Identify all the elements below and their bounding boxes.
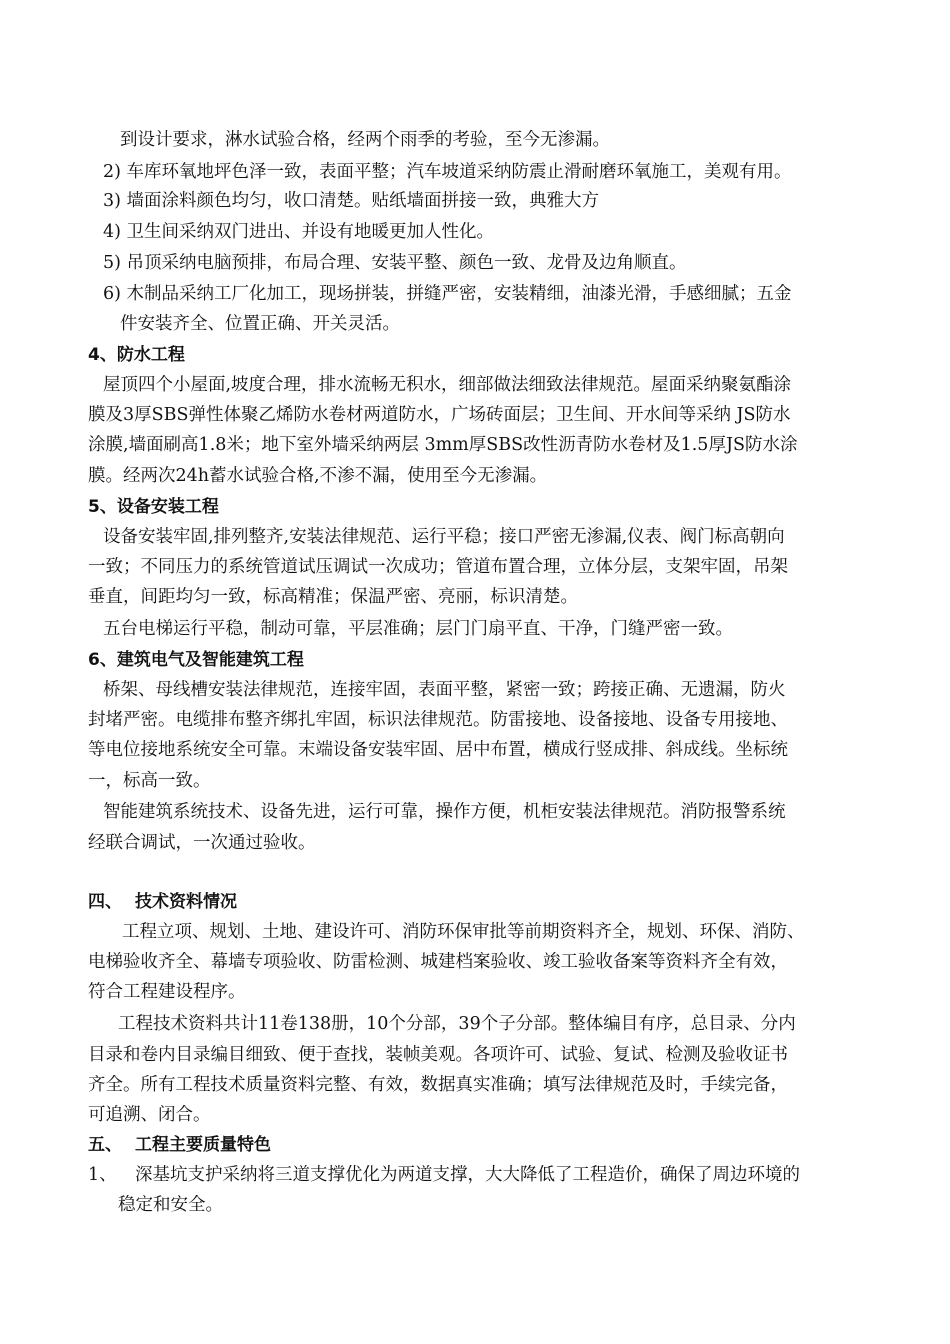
chapter-number: 五、 [88, 1135, 122, 1155]
paragraph-line: 齐全。所有工程技术质量资料完整、有效，数据真实准确；填写法律规范及时，手续完备， [88, 1075, 788, 1095]
paragraph-line: 可追溯、闭合。 [88, 1105, 211, 1125]
paragraph-line: 智能建筑系统技术、设备先进，运行可靠，操作方便，机柜安装法律规范。消防报警系统 [103, 802, 786, 822]
chapter-heading-quality-features: 工程主要质量特色 [135, 1135, 271, 1155]
section-heading-waterproofing: 4、防水工程 [88, 345, 185, 365]
list-item-3: 3) 墙面涂料颜色均匀，收口清楚。贴纸墙面拼接一致，典雅大方 [103, 191, 600, 211]
paragraph-line: 一致；不同压力的系统管道试压调试一次成功；管道布置合理，立体分层，支架牢固，吊架 [88, 557, 788, 577]
paragraph-line: 垂直，间距均匀一致，标高精准；保温严密、亮丽，标识清楚。 [88, 587, 578, 607]
list-item-1-cont: 稳定和安全。 [118, 1195, 223, 1215]
section-heading-equipment: 5、设备安装工程 [88, 497, 219, 517]
paragraph-line: 涂膜,墙面刷高1.8米；地下室外墙采纳两层 3mm厚SBS改性沥青防水卷材及1.5厚JS防水涂 [88, 435, 798, 455]
list-item-6: 6) 木制品采纳工厂化加工，现场拼装，拼缝严密，安装精细，油漆光滑，手感细腻；五金 [103, 284, 792, 304]
paragraph-line: 设备安装牢固,排列整齐,安装法律规范、运行平稳；接口严密无渗漏,仪表、阀门标高朝向 [103, 527, 785, 547]
paragraph-line: 五台电梯运行平稳，制动可靠，平层准确；层门门扇平直、干净，门缝严密一致。 [103, 619, 733, 639]
paragraph-line: 工程技术资料共计11卷138册，10个分部，39个子分部。整体编目有序，总目录、分内 [118, 1014, 796, 1034]
paragraph-line: 电梯验收齐全、幕墙专项验收、防雷检测、城建档案验收、竣工验收备案等资料齐全有效， [88, 952, 788, 972]
list-item-5: 5) 吊顶采纳电脑预排，布局合理、安装平整、颜色一致、龙骨及边角顺直。 [103, 253, 687, 273]
paragraph-line: 桥架、母线槽安装法律规范，连接牢固，表面平整，紧密一致；跨接正确、无遗漏，防火 [103, 680, 786, 700]
paragraph-line: 封堵严密。电缆排布整齐绑扎牢固，标识法律规范。防雷接地、设备接地、设备专用接地、 [88, 710, 788, 730]
paragraph-line: 目录和卷内目录编目细致、便于查找，装帧美观。各项许可、试验、复试、检测及验收证书 [88, 1045, 788, 1065]
paragraph-line: 经联合调试，一次通过验收。 [88, 833, 316, 853]
chapter-number: 四、 [88, 892, 122, 912]
list-item-4: 4) 卫生间采纳双门进出、并设有地暖更加人性化。 [103, 222, 495, 242]
section-heading-electrical: 6、建筑电气及智能建筑工程 [88, 650, 304, 670]
paragraph-line: 膜及3厚SBS弹性体聚乙烯防水卷材两道防水，广场砖面层；卫生间、开水间等采纳 JS防水 [88, 405, 791, 425]
paragraph-line: 等电位接地系统安全可靠。末端设备安装牢固、居中布置，横成行竖成排、斜成线。坐标统 [88, 740, 788, 760]
list-item-number: 1、 [88, 1165, 117, 1185]
list-item-2: 2) 车库环氧地坪色泽一致，表面平整；汽车坡道采纳防震止滑耐磨环氧施工，美观有用。 [103, 162, 792, 182]
list-item-6-cont: 件安装齐全、位置正确、开关灵活。 [120, 314, 400, 334]
paragraph-line: 符合工程建设程序。 [88, 982, 246, 1002]
chapter-heading-technical-data: 技术资料情况 [135, 892, 237, 912]
paragraph-line: 一，标高一致。 [88, 771, 211, 791]
list-item-1: 深基坑支护采纳将三道支撑优化为两道支撑，大大降低了工程造价，确保了周边环境的 [135, 1165, 800, 1185]
paragraph-line: 屋顶四个小屋面,坡度合理，排水流畅无积水，细部做法细致法律规范。屋面采纳聚氨酯涂 [103, 375, 792, 395]
paragraph-line: 膜。经两次24h蓄水试验合格,不渗不漏，使用至今无渗漏。 [88, 466, 548, 486]
paragraph-line: 工程立项、规划、土地、建设许可、消防环保审批等前期资料齐全，规划、环保、消防、 [122, 922, 805, 942]
paragraph-line: 到设计要求，淋水试验合格，经两个雨季的考验，至今无渗漏。 [120, 130, 610, 150]
